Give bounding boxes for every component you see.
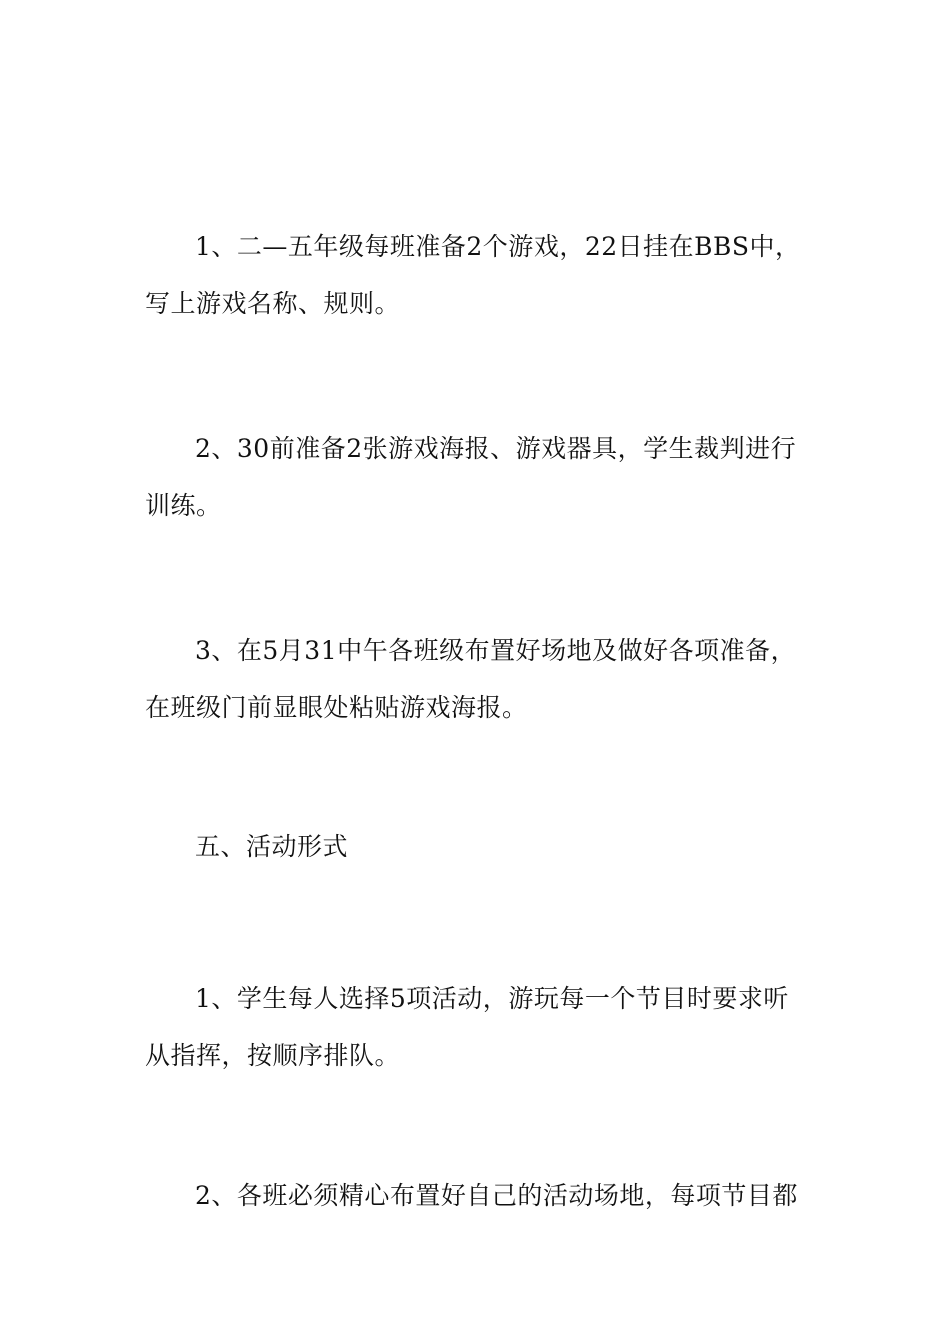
paragraph-form-1: 1、学生每人选择5项活动，游玩每一个节目时要求听从指挥，按顺序排队。: [145, 984, 789, 1070]
paragraph-form-2: 2、各班必须精心布置好自己的活动场地，每项节目都: [195, 1181, 798, 1210]
paragraph-preparation-1: 1、二—五年级每班准备2个游戏，22日挂在BBS中，写上游戏名称、规则。: [145, 232, 801, 318]
paragraph-preparation-3: 3、在5月31中午各班级布置好场地及做好各项准备，在班级门前显眼处粘贴游戏海报。: [145, 636, 797, 722]
section-heading-activity-form: 五、活动形式: [195, 832, 349, 861]
paragraph-preparation-2: 2、30前准备2张游戏海报、游戏器具，学生裁判进行训练。: [145, 434, 797, 520]
